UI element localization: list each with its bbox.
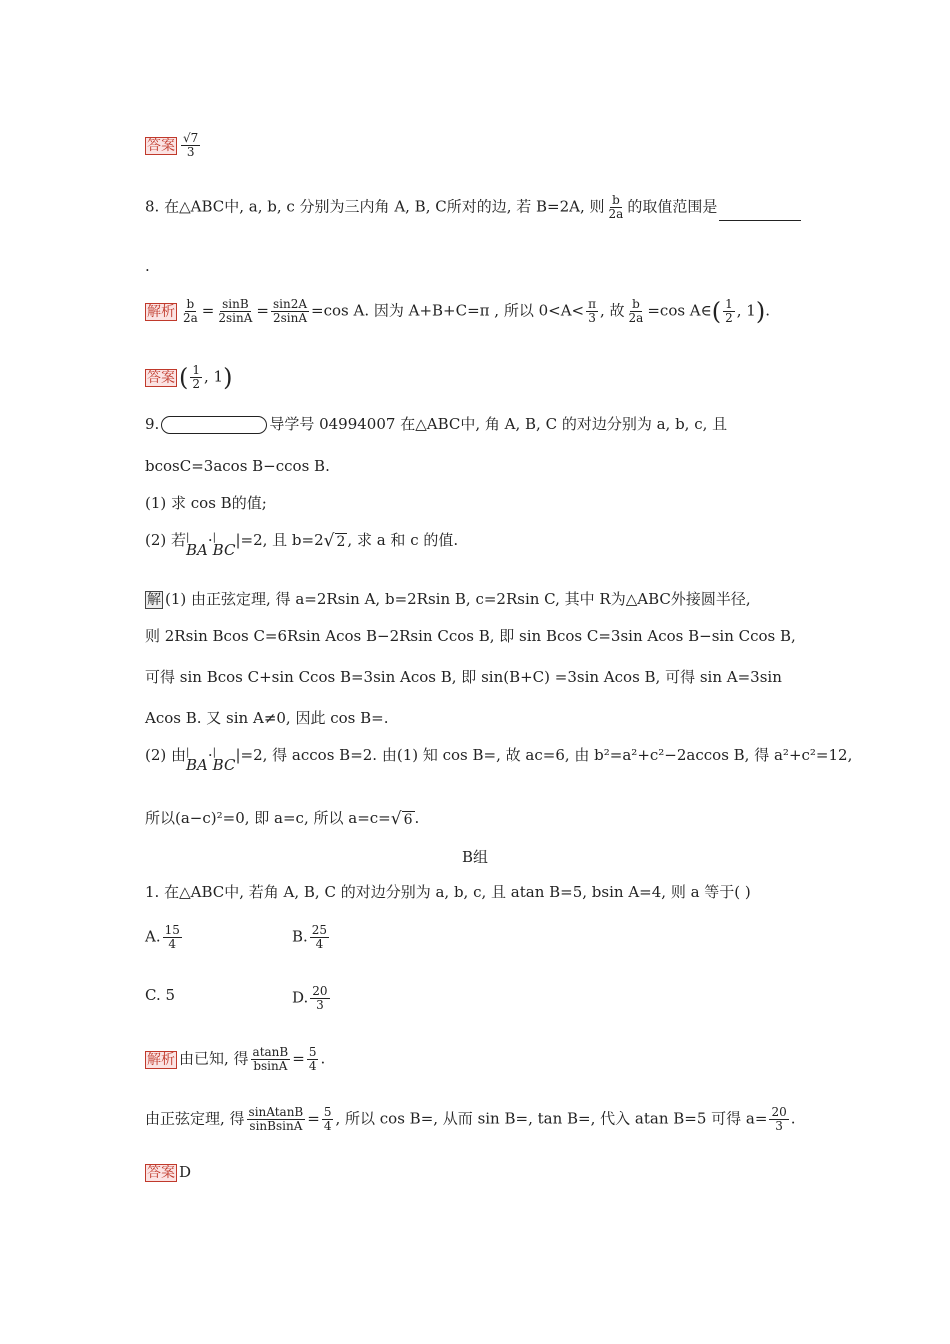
answer-blank [719,220,801,221]
question-8-period: . [145,257,150,275]
answer-tag: 答案 [147,137,175,154]
analysis-tag: 解析 [147,1051,175,1068]
question-9-part1: (1) 求 cos B的值; [145,494,267,512]
option-c: C. 5 [145,986,176,1004]
solution-line-6: 所以(a−c)²=0, 即 a=c, 所以 a=c=√ 6 . [145,808,420,829]
b-analysis-2: 由正弦定理, 得 $\frac{\text{sinAtanB}}{\text{sinBsinA}}$ = $\frac{5}{4}$ , 所以 cos B=, 从而 sin B=, tan B=, 代入 atan B=5 可得 a= $\frac{20}{3}$ . [145,1105,796,1133]
question-8: 8. 在△ABC中, a, b, c 分别为三内角 A, B, C所对的边, 若 B=2A, 则 $\frac{b}{2a}$ 的取值范围是 [145,194,801,221]
solution-line-4: Acos B. 又 sin A≠0, 因此 cos B=. [145,709,389,727]
b-question-1: 1. 在△ABC中, 若角 A, B, C 的对边分别为 a, b, c, 且 atan B=5, bsin A=4, 则 a 等于( ) [145,883,751,901]
solution-tag: 解 [147,592,161,608]
sqrt-6: √ 6 [390,808,413,829]
answer-tag: 答案 [147,369,175,386]
pill-box [161,416,267,434]
option-d: D. $\frac{20}{3}$ [292,984,328,1012]
question-9: 9. 导学号 04994007 在△ABC中, 角 A, B, C 的对边分别为 a, b, c, 且 [145,415,728,433]
vector-ba: | BA [186,532,208,559]
section-title: B组 [461,848,489,866]
option-b: B. $\frac{25}{4}$ [292,923,328,951]
question-8-analysis: 解析 $\frac{b}{2a}$ = $\frac{\sin B}{2\sin A}$ = $\frac{\sin 2A}{2\sin A}$ =cos A. 因为 A+B+C=π , 所以 0<A< $\frac{\pi}{3}$ , 故 $\frac{b}{2a}$ =cos A∈( $\frac{1}{2}$ , 1). [147,297,771,326]
option-a: A. $\frac{15}{4}$ [145,923,180,951]
solution-line-3: 可得 sin Bcos C+sin Ccos B=3sin Acos B, 即 sin(B+C) =3sin Acos B, 可得 sin A=3sin [145,668,782,686]
answer-tag: 答案 [147,1165,175,1181]
sqrt-2: √ 2 [323,530,346,551]
question-9-condition: bcosC=3acos B−ccos B. [145,457,330,475]
analysis-tag: 解析 [147,303,175,320]
b-analysis-1: 解析 由已知, 得 $\frac{atanB}{bsinA}$ = $\frac{5}{4}$ . [147,1045,326,1073]
solution-line-2: 则 2Rsin Bcos C=6Rsin Acos B−2Rsin Ccos B, 即 sin Bcos C=3sin Acos B−sin Ccos B, [145,627,796,645]
prev-answer-line [145,132,202,159]
question-9-part2: (2) 若 | BA· | BC|=2, 且 b=2√ 2 , 求 a 和 c 的值. [145,530,459,559]
question-8-answer: 答案 ( $\frac{1}{2}$ , 1) [147,363,233,392]
solution-line-5: (2) 由 | BA· | BC|=2, 得 accos B=2. 由(1) 知 cos B=, 故 ac=6, 由 b²=a²+c²−2accos B, 得 a²+c²=12, [145,746,853,774]
b-answer: 答案 D [147,1163,192,1181]
solution-line-1: 解 (1) 由正弦定理, 得 a=2Rsin A, b=2Rsin B, c=2Rsin C, 其中 R为△ABC外接圆半径, [147,590,751,608]
vector-bc: | BC [212,532,236,559]
answer-fraction: $\frac{√7}{3}$ [183,131,199,159]
